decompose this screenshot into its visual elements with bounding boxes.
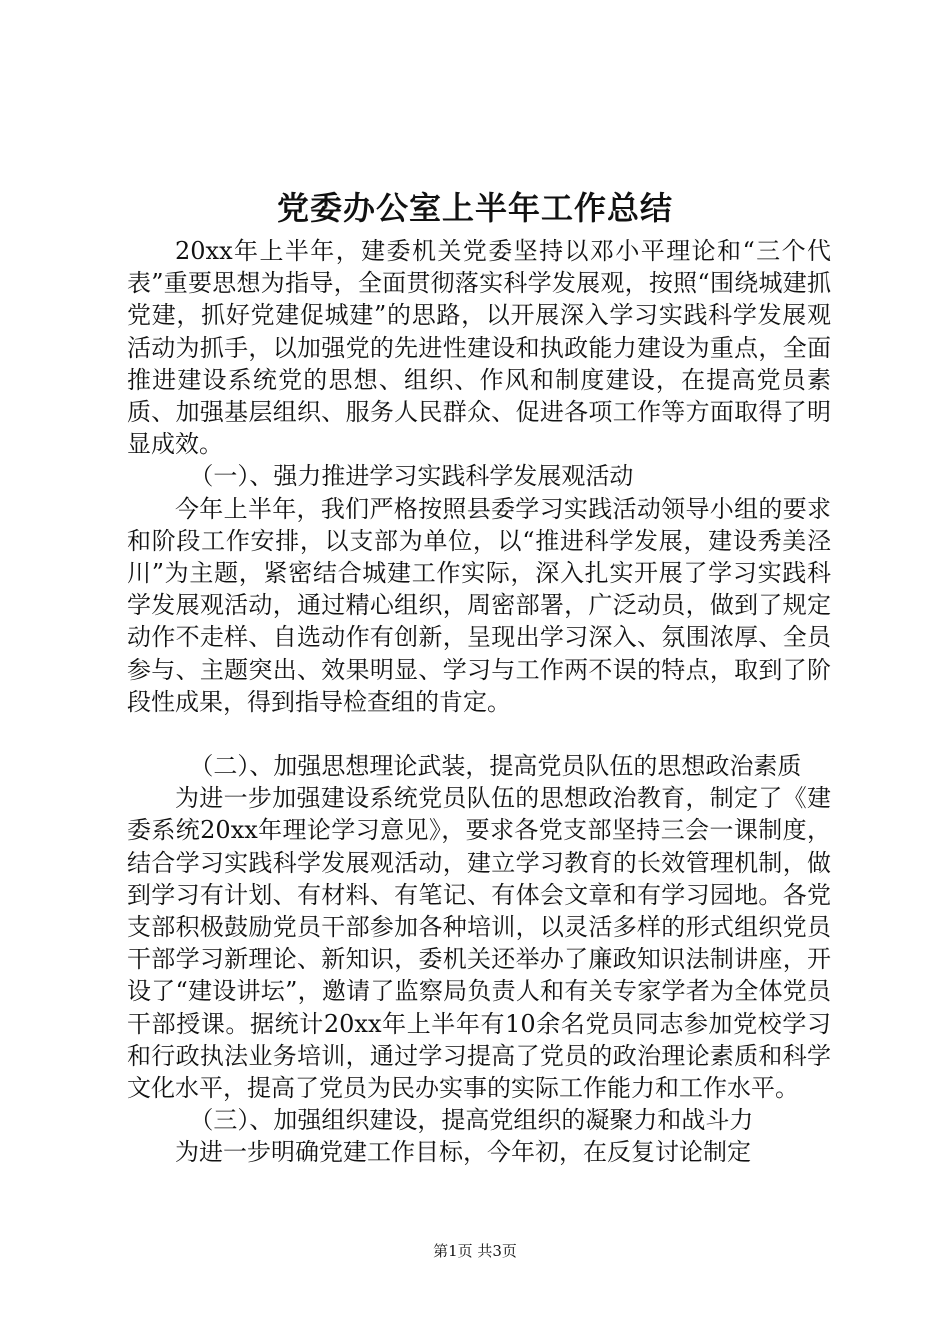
section-heading-1: （一）、强力推进学习实践科学发展观活动 <box>189 462 634 491</box>
section-heading-2: （二）、加强思想理论武装，提高党员队伍的思想政治素质 <box>189 752 802 781</box>
section-1-paragraph: 今年上半年，我们严格按照县委学习实践活动领导小组的要求和阶段工作安排，以支部为单位，以“推进科学发展，建设秀美泾川”为主题，紧密结合城建工作实际，深入扎实开展了学习实践科学发展观活动，通过精心组织，周密部署，广泛动员，做到了规定动作不走样、自选动作有创新，呈现出学习深入、氛围浓厚、全员参与、主题突出、效果明显、学习与工作两不误的特点，取到了阶段性成果，得到指导检查组的肯定。 <box>127 494 831 716</box>
section-2-paragraph: 为进一步加强建设系统党员队伍的思想政治教育，制定了《建委系统20xx年理论学习意见》，要求各党支部坚持三会一课制度，结合学习实践科学发展观活动，建立学习教育的长效管理机制，做到学习有计划、有材料、有笔记、有体会文章和有学习园地。各党支部积极鼓励党员干部参加各种培训，以灵活多样的形式组织党员干部学习新理论、新知识，委机关还举办了廉政知识法制讲座，开设了“建设讲坛”，邀请了监察局负责人和有关专家学者为全体党员干部授课。据统计20xx年上半年有10余名党员同志参加党校学习和行政执法业务培训，通过学习提高了党员的政治理论素质和科学文化水平，提高了党员为民办实事的实际工作能力和工作水平。 <box>127 784 831 1103</box>
section-3-paragraph: 为进一步明确党建工作目标，今年初，在反复讨论制定 <box>175 1138 751 1167</box>
document-title: 党委办公室上半年工作总结 <box>276 189 673 227</box>
intro-paragraph: 20xx年上半年，建委机关党委坚持以邓小平理论和“三个代表”重要思想为指导，全面贯彻落实科学发展观，按照“围绕城建抓党建，抓好党建促城建”的思路，以开展深入学习实践科学发展观活动为抓手，以加强党的先进性建设和执政能力建设为重点，全面推进建设系统党的思想、组织、作风和制度建设，在提高党员素质、加强基层组织、服务人民群众、促进各项工作等方面取得了明显成效。 <box>127 237 831 459</box>
page-footer: 第1页 共3页 <box>433 1242 517 1260</box>
document-body <box>127 235 831 1169</box>
section-heading-3: （三）、加强组织建设，提高党组织的凝聚力和战斗力 <box>189 1106 754 1135</box>
